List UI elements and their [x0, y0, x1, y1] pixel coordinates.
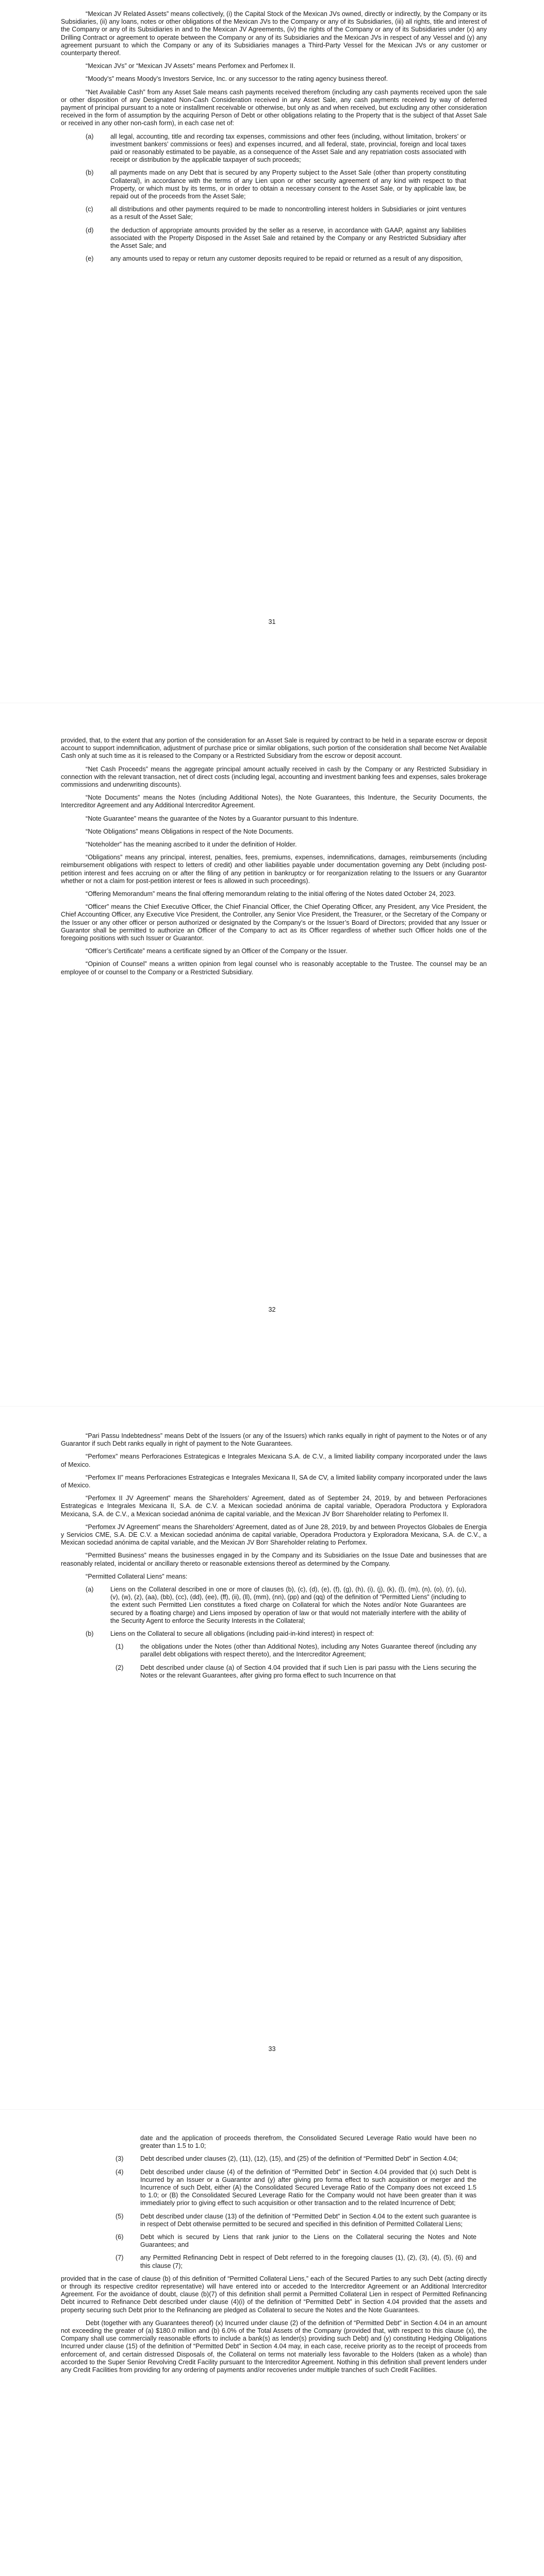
document-page	[0, 1406, 544, 2110]
definition-paragraph: “Note Documents” means the Notes (including Additional Notes), the Note Guarantees, this Indenture, the Security Documents, the Intercreditor Agreement and any Additional Intercreditor Agreement.	[61, 794, 487, 809]
list-item	[61, 1630, 487, 1638]
sub-list-item-label: (5)	[116, 2212, 124, 2220]
sub-list-item	[61, 2254, 487, 2269]
definition-paragraph: “Noteholder” has the meaning ascribed to it under the definition of Holder.	[86, 841, 297, 849]
list-item-text: all legal, accounting, title and recording tax expenses, commissions and other fees (including, without limitation, brokers’ or investment bankers’ commissions or fees) and expenses incurred, and all federal, state, provincial, foreign and local taxes paid or reasonably estimated to be payable, as a consequence of the Asset Sale and any repatriation costs associated with receipt or distribution by the applicable taxpayer of such proceeds;	[110, 132, 466, 164]
list-item	[61, 1586, 487, 1625]
sub-list-item	[61, 2155, 487, 2163]
sub-list-item-text: the obligations under the Notes (other than Additional Notes), including any Notes Guarantee thereof (including any parallel debt obligations with respect thereto), and the Intercreditor Agreement;	[140, 1643, 476, 1658]
definition-paragraph: “Officer” means the Chief Executive Officer, the Chief Financial Officer, the Chief Operating Officer, any President, any Vice President, the Chief Accounting Officer, any Executive Vice President, the Controller, any Senior Vice President, the Treasurer, or the Secretary of the Company or the Issuer or any other officer or person authorized or designated by the Company’s or the Issuer’s Board of Directors; provided that any Issuer or Guarantor shall be permitted to authorize an Officer of the Company to act as its Officer regardless of whether such Officer holds one of the foregoing positions with such Issuer or Guarantor.	[61, 903, 487, 942]
document-page	[0, 0, 544, 703]
sub-list-item-text: Debt described under clauses (2), (11), (12), (15), and (25) of the definition of “Permitted Debt” in Section 4.04;	[140, 2155, 458, 2163]
list-item-text: Liens on the Collateral described in one or more of clauses (b), (c), (d), (e), (f), (g), (h), (i), (j), (k), (l), (m), (n), (o), (r), (u), (v), (w), (z), (aa), (bb), (cc), (dd), (ee), (ff), (ii), (ll), (mm), (nn), (pp) and (qq) of the definition of “Permitted Liens” (including to the extent such Permitted Lien constitutes a fixed charge on Collateral for which the Notes and/or Note Guarantees are secured by a floating charge) and Liens imposed by operation of law or that would not materially interfere with the ability of the Security Agent to enforce the Security Interests in the Collateral;	[110, 1586, 466, 1624]
list-item	[61, 133, 487, 164]
definition-paragraph: “Perfomex II JV Agreement” means the Shareholders’ Agreement, dated as of September 24, 2019, by and between Perforaciones Estrategicas e Integrales Mexicana II, S.A. de C.V. a Mexican sociedad anónima de capital variable, Operadora Productora y Exploradora Mexicana, S.A. de C.V., a Mexican sociedad anónima de capital variable, and the Mexican JV Borr Shareholder relating to Perfomex II.	[61, 1495, 487, 1518]
definition-paragraph: “Perfomex II” means Perforaciones Estrategicas e Integrales Mexicana II, SA de CV, a limited liability company incorporated under the laws of Mexico.	[61, 1473, 487, 1489]
sub-list-item-label: (2)	[116, 1664, 124, 1671]
definition-paragraph: “Obligations” means any principal, interest, penalties, fees, premiums, expenses, indemnifications, damages, reimbursements (including reimbursement obligations with respect to letters of credit) and other liabilities payable under documentation governing any Debt (including post-petition interest and fees accruing on or after the filing of any petition in bankruptcy or for reorganization relating to the Issuers or any Guarantor whether or not a claim for post-petition interest or fees is allowed in such proceedings).	[61, 854, 487, 885]
list-item-label: (e)	[86, 255, 94, 263]
definition-paragraph: “Officer’s Certificate” means a certificate signed by an Officer of the Company or the Issuer.	[86, 947, 348, 955]
sub-list-item	[61, 1664, 487, 1680]
sub-list-item-text: Debt which is secured by Liens that rank junior to the Liens on the Collateral securing the Notes and Note Guarantees; and	[140, 2233, 476, 2249]
body-paragraph: Debt (together with any Guarantees thereof) (x) Incurred under clause (2) of the definition of “Permitted Debt” in Section 4.04 in an amount not exceeding the greater of (a) $180.0 million and (b) 6.0% of the Total Assets of the Company (provided that, with respect to this clause (x), the Company shall use commercially reasonable efforts to include a bank(s) as lender(s) providing such Debt) and (y) constituting Hedging Obligations Incurred under clause (15) of the definition of “Permitted Debt” in Section 4.04 may, in each case, receive priority as to the receipt of proceeds from enforcement of, and certain distressed Disposals of, the Collateral on terms not materially less favorable to the Holders (taken as a whole) than accorded to the Super Senior Revolving Credit Facility pursuant to the Intercreditor Agreement. Nothing in this definition shall prevent lenders under any Credit Facilities from providing for any ordering of payments and/or recoveries under multiple tranches of such Credit Facilities.	[61, 2319, 487, 2374]
list-item	[61, 206, 487, 221]
definition-paragraph: “Permitted Business” means the businesses engaged in by the Company and its Subsidiaries on the Issue Date and businesses that are reasonably related, incidental or ancillary thereto or reasonable extensions thereof as determined by the Company.	[61, 1552, 487, 1567]
sub-list-item	[61, 2213, 487, 2228]
sub-list-item-label: (7)	[116, 2254, 124, 2262]
list-item-label: (a)	[86, 1586, 94, 1594]
definition-paragraph: “Note Obligations” means Obligations in respect of the Note Documents.	[86, 827, 294, 835]
list-item-text: the deduction of appropriate amounts provided by the seller as a reserve, in accordance with GAAP, against any liabilities associated with the Property Disposed in the Asset Sale and retained by the Company or any Restricted Subsidiary after the Asset Sale; and	[110, 226, 466, 250]
sub-list-item-text: Debt described under clause (13) of the definition of “Permitted Debt” in Section 4.04 to the extent such guarantee is in respect of Debt otherwise permitted to be secured and specified in this definition of Permitted Collateral Liens;	[140, 2212, 476, 2228]
sub-list-item-text: Debt described under clause (4) of the definition of “Permitted Debt” in Section 4.04 provided that (x) such Debt is Incurred by an Issuer or a Guarantor and (y) after giving pro forma effect to such acquisition or merger and the Incurrence of such Debt, either (A) the Consolidated Secured Leverage Ratio of the Company does not exceed 1.5 to 1.0; or (B) the Consolidated Secured Leverage Ratio for the Company would not have been greater than it was immediately prior to giving effect to such acquisition or other transaction and to the related Incurrence of Debt;	[140, 2168, 476, 2207]
sub-list-item-text: date and the application of proceeds therefrom, the Consolidated Secured Leverage Ratio would have been no greater than 1.5 to 1.0;	[140, 2134, 476, 2150]
page-content	[61, 2134, 487, 2379]
definition-paragraph: “Opinion of Counsel” means a written opinion from legal counsel who is reasonably acceptable to the Trustee. The counsel may be an employee of or counsel to the Company or a Restricted Subsidiary.	[61, 960, 487, 976]
list-item-label: (c)	[86, 206, 93, 213]
list-item-text: all distributions and other payments required to be made to noncontrolling interest holders in Subsidiaries or joint ventures as a result of the Asset Sale;	[110, 206, 466, 221]
list-item-label: (b)	[86, 1630, 94, 1638]
list-item	[61, 255, 487, 263]
sub-list-item	[61, 1643, 487, 1658]
body-paragraph: provided that in the case of clause (b) of this definition of “Permitted Collateral Liens,” each of the Secured Parties to any such Debt (acting directly or through its respective creditor representative) will have entered into or acceded to the Intercreditor Agreement or an Additional Intercreditor Agreement. For the avoidance of doubt, clause (b)(7) of this definition shall permit a Permitted Collateral Lien in respect of Permitted Refinancing Debt incurred to Refinance Debt described under clause (4)(i) of the definition of “Permitted Debt” in Section 4.04 provided that the assets and property securing such Debt prior to the Refinancing are pledged as Collateral to secure the Notes and the Note Guarantees.	[61, 2275, 487, 2314]
sub-list-item-label: (4)	[116, 2168, 124, 2176]
list-item-label: (d)	[86, 226, 94, 234]
definition-paragraph: “Offering Memorandum” means the final offering memorandum relating to the initial offering of the Notes dated October 24, 2023.	[86, 890, 456, 898]
sub-list-item-label: (3)	[116, 2155, 124, 2163]
document-page	[0, 2110, 544, 2576]
definition-paragraph: “Note Guarantee” means the guarantee of the Notes by a Guarantor pursuant to this Indenture.	[86, 815, 359, 822]
definition-paragraph: “Perfomex JV Agreement” means the Shareholders’ Agreement, dated as of June 28, 2019, by and between Proyectos Globales de Energia y Servicios CME, S.A. DE C.V. a Mexican sociedad anónima de capital variable, Operadora Productora y Exploradora Mexicana, S.A. de C.V., a Mexican sociedad anónima de capital variable, and the Mexican JV Borr Shareholder relating to Perfomex.	[61, 1523, 487, 1547]
page-content	[61, 10, 487, 268]
definition-paragraph: “Pari Passu Indebtedness” means Debt of the Issuers (or any of the Issuers) which ranks equally in right of payment to the Notes or of any Guarantor if such Debt ranks equally in right of payment to the Note Guarantees.	[61, 1432, 487, 1448]
list-item	[61, 227, 487, 250]
sub-list-item-continued	[61, 2134, 487, 2150]
page-content	[61, 1432, 487, 1685]
page-number: 31	[268, 618, 276, 625]
list-item-label: (a)	[86, 132, 94, 140]
body-paragraph: provided, that, to the extent that any portion of the consideration for an Asset Sale is required by contract to be held in a separate escrow or deposit account to support indemnification, adjustment of purchase price or similar obligations, such portion of the consideration shall become Net Available Cash only at such time as it is released to the Company or a Restricted Subsidiary from the escrow or deposit account.	[61, 737, 487, 760]
sub-list-item	[61, 2168, 487, 2208]
list-item-text: any amounts used to repay or return any customer deposits required to be repaid or returned as a result of any disposition,	[110, 255, 463, 263]
list-item-text: all payments made on any Debt that is secured by any Property subject to the Asset Sale (other than property constituting Collateral), in accordance with the terms of any Lien upon or other security agreement of any kind with respect to that Property, or which must by its terms, or in order to obtain a necessary consent to the Asset Sale, or by applicable law, be repaid out of the proceeds from the Asset Sale;	[110, 169, 466, 200]
sub-list-item-text: any Permitted Refinancing Debt in respect of Debt referred to in the foregoing clauses (1), (2), (3), (4), (5), (6) and this clause (7);	[140, 2254, 476, 2269]
sub-list-item-label: (6)	[116, 2233, 124, 2241]
sub-list-item-text: Debt described under clause (a) of Section 4.04 provided that if such Lien is pari passu with the Liens securing the Notes or the relevant Guarantees, after giving pro forma effect to such Incurrence on that	[140, 1664, 476, 1679]
definition-paragraph: “Moody’s” means Moody’s Investors Service, Inc. or any successor to the rating agency business thereof.	[86, 75, 388, 83]
definition-paragraph: “Perfomex” means Perforaciones Estrategicas e Integrales Mexicana S.A. de C.V., a limited liability company incorporated under the laws of Mexico.	[61, 1453, 487, 1468]
document-page	[0, 703, 544, 1406]
sub-list-item	[61, 2233, 487, 2249]
definition-paragraph: “Net Cash Proceeds” means the aggregate principal amount actually received in cash by the Company or any Restricted Subsidiary in connection with the relevant transaction, net of direct costs (including legal, accounting and investment banking fees and expenses, sales brokerage commissions and underwriting discounts).	[61, 765, 487, 789]
definition-paragraph: “Permitted Collateral Liens” means:	[86, 1572, 188, 1580]
definition-paragraph: “Mexican JV Related Assets” means collectively, (i) the Capital Stock of the Mexican JVs owned, directly or indirectly, by the Company or its Subsidiaries, (ii) any loans, notes or other obligations of the Mexican JVs to the Company or any of its Subsidiaries, (iii) all rights, title and interest of the Company or any of its Subsidiaries in and to the Mexican JV Agreements, (iv) the rights of the Company or any of its Subsidiaries under (x) any Drilling Contract or agreement to operate between the Company or any of its Subsidiaries and the Mexican JVs in respect of any Vessel and (y) any agreement pursuant to which the Company or any of its Subsidiaries manages a Third-Party Vessel for the Mexican JVs or any customer or counterparty thereof.	[61, 10, 487, 57]
list-item-label: (b)	[86, 169, 94, 177]
list-item	[61, 169, 487, 200]
definition-paragraph: “Mexican JVs” or “Mexican JV Assets” means Perfomex and Perfomex II.	[86, 62, 295, 70]
page-content	[61, 737, 487, 981]
page-number: 33	[268, 2045, 276, 2053]
definition-paragraph: “Net Available Cash” from any Asset Sale means cash payments received therefrom (including any cash payments received upon the sale or other disposition of any Designated Non-Cash Consideration received in any Asset Sale, any cash payments received by way of deferred payment of principal pursuant to a note or installment receivable or otherwise, but only as and when received, but excluding any other consideration received in the form of assumption by the acquiring Person of Debt or other obligations relating to the Property that is the subject of that Asset Sale or received in any other non-cash form), in each case net of:	[61, 88, 487, 127]
sub-list-item-label: (1)	[116, 1643, 124, 1651]
list-item-text: Liens on the Collateral to secure all obligations (including paid-in-kind interest) in respect of:	[110, 1630, 374, 1638]
page-number: 32	[268, 1306, 276, 1313]
